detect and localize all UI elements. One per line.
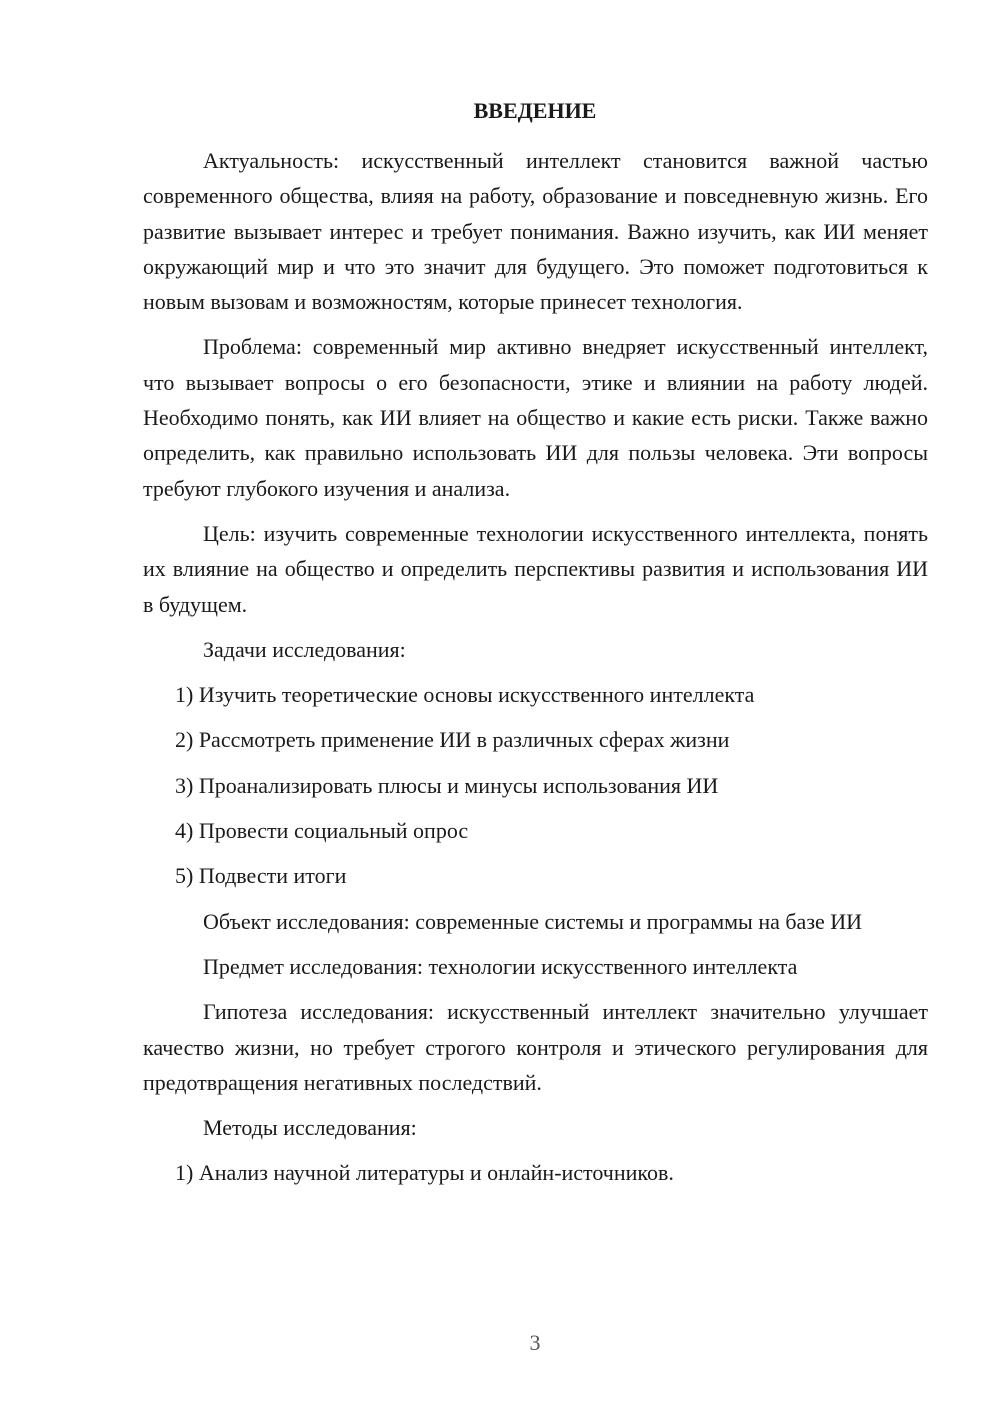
methods-heading: Методы исследования: [203,1115,417,1141]
page-number: 3 [529,1330,541,1355]
task-item-2: 2) Рассмотреть применение ИИ в различных сферах жизни [175,727,730,753]
task-item-5: 5) Подвести итоги [175,863,347,889]
tasks-heading: Задачи исследования: [203,636,406,662]
task-item-3: 3) Проанализировать плюсы и минусы использования ИИ [175,772,719,798]
paragraph-problem: Проблема: современный мир активно внедряет искусственный интеллект, что вызывает вопросы о его безопасности, этике и влиянии на работу людей. Необходимо понять, как ИИ влияет на общество и какие есть риски. Также важно определить, как правильно использовать ИИ для пользы человека. Эти вопросы требуют глубокого изучения и анализа. [143,334,928,501]
task-item-1: 1) Изучить теоретические основы искусственного интеллекта [175,682,755,708]
paragraph-hypothesis: Гипотеза исследования: искусственный интеллект значительно улучшает качество жизни, но требует строгого контроля и этического регулирования для предотвращения негативных последствий. [143,999,928,1095]
document-body [143,143,928,1201]
page-title: ВВЕДЕНИЕ [473,98,597,123]
method-item-1: 1) Анализ научной литературы и онлайн-источников. [175,1160,674,1186]
paragraph-object: Объект исследования: современные системы и программы на базе ИИ [203,908,863,934]
task-item-4: 4) Провести социальный опрос [175,818,469,844]
paragraph-relevance: Актуальность: искусственный интеллект становится важной частью современного общества, влияя на работу, образование и повседневную жизнь. Его развитие вызывает интерес и требует понимания. Важно изучить, как ИИ меняет окружающий мир и что это значит для будущего. Это поможет подготовиться к новым вызовам и возможностям, которые принесет технология. [143,148,928,315]
paragraph-goal: Цель: изучить современные технологии искусственного интеллекта, понять их влияние на общество и определить перспективы развития и использования ИИ в будущем. [143,520,928,617]
paragraph-subject: Предмет исследования: технологии искусственного интеллекта [203,953,798,979]
